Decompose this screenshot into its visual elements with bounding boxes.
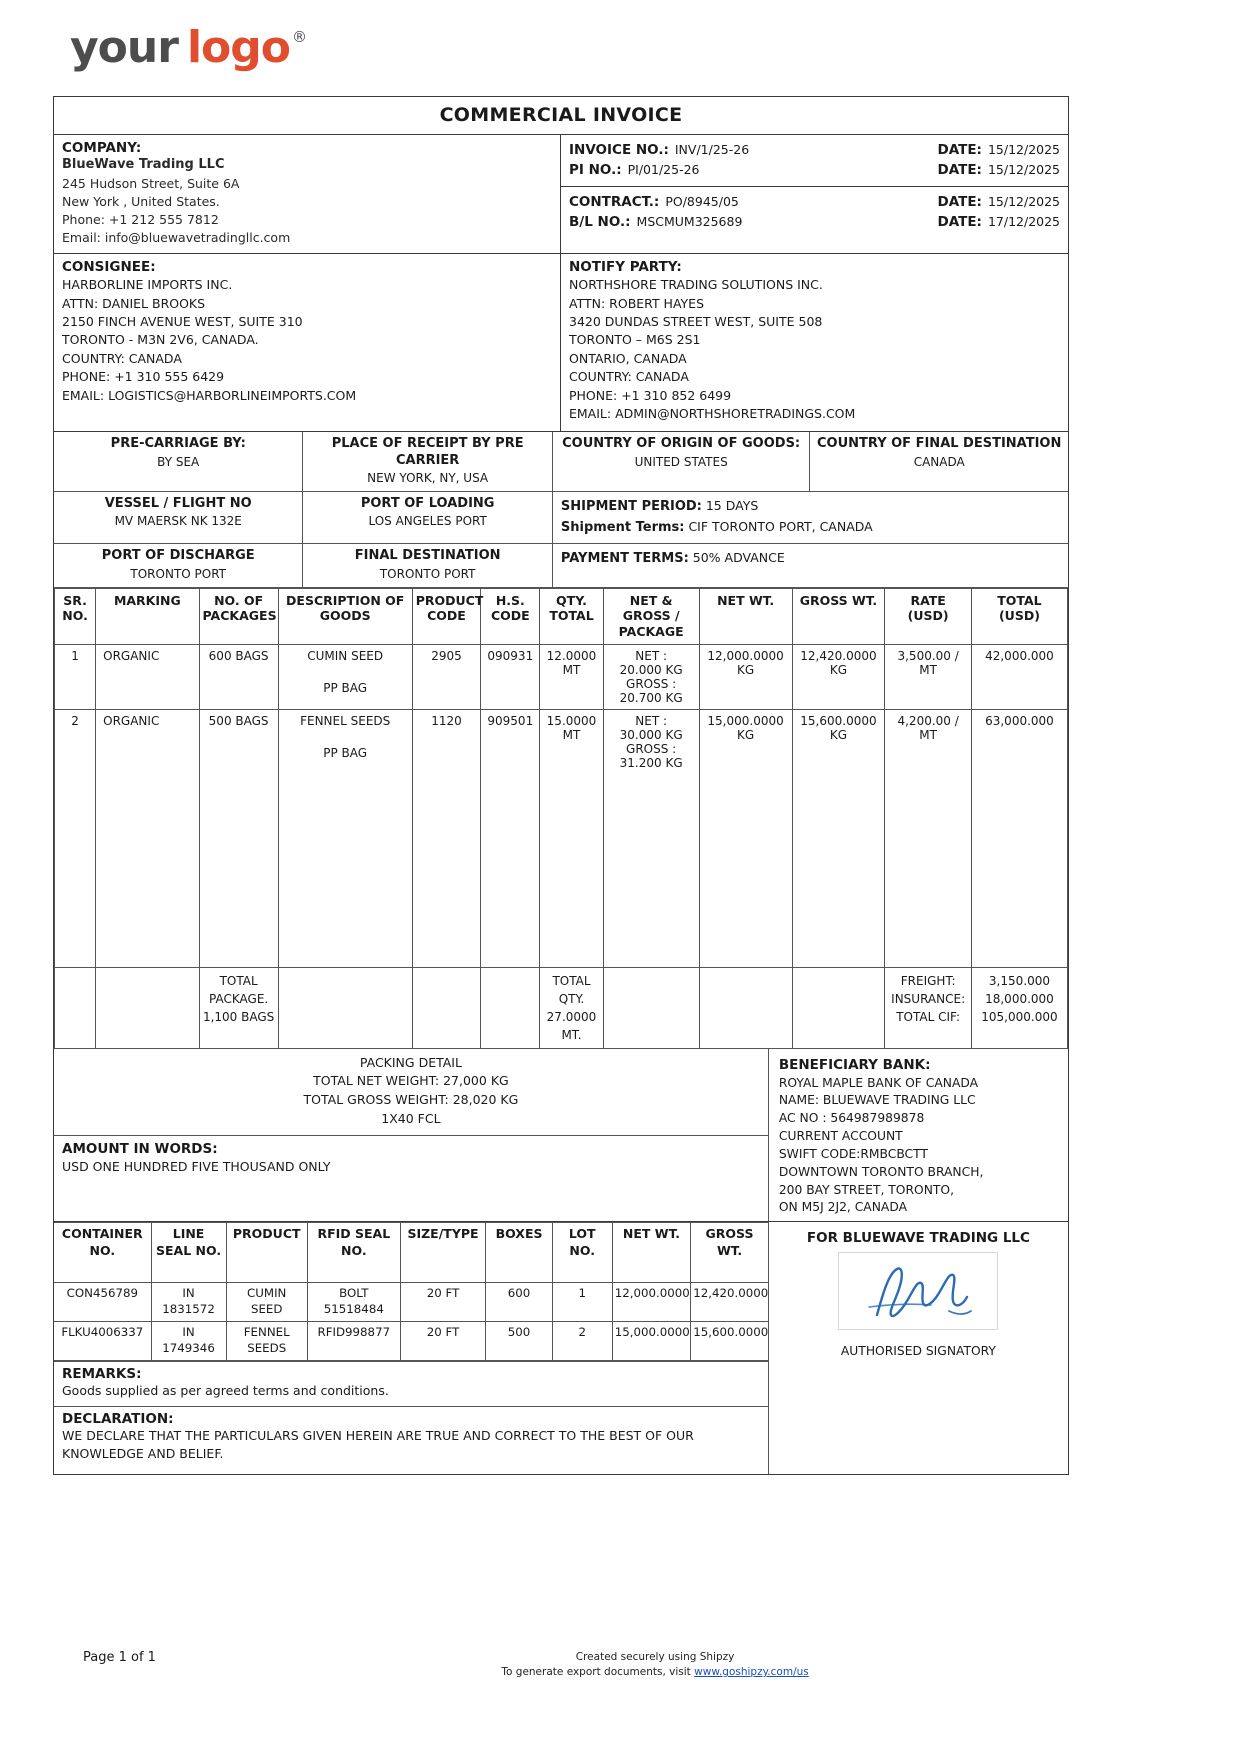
bank-line: ON M5J 2J2, CANADA [778, 1200, 907, 1215]
bank-line: CURRENT ACCOUNT [778, 1129, 903, 1144]
cell-net-gross [603, 644, 699, 709]
packing-gross-weight: TOTAL GROSS WEIGHT: 28,020 KG [303, 1092, 519, 1108]
goods-totals-row [55, 967, 1068, 1048]
cell-description-sub: PP BAG [323, 680, 368, 695]
cell-rate: 4,200.00 / MT [885, 709, 972, 967]
contract-row [569, 192, 1060, 212]
col-product: PRODUCT [226, 1223, 307, 1283]
cell-container-no: FLKU4006337 [54, 1322, 151, 1361]
cell-packages: 600 BAGS [199, 644, 278, 709]
col-product-code: PRODUCT CODE [412, 588, 481, 644]
cell-net-wt: 15,000.0000 KG [699, 709, 792, 967]
container-table [54, 1222, 768, 1361]
beneficiary-bank-block [769, 1049, 1068, 1222]
total-cif-value: 105,000.000 [981, 1009, 1058, 1024]
cell-description [278, 709, 412, 967]
signature-column [769, 1222, 1068, 1474]
contract-value: PO/8945/05 [665, 193, 739, 209]
cell-gross-wt: 12,420.0000 KG [792, 644, 885, 709]
bank-line: NAME: BLUEWAVE TRADING LLC [778, 1093, 976, 1108]
cell-line-seal [151, 1322, 226, 1361]
place-of-receipt-cell [303, 432, 552, 491]
footer-credit [428, 1650, 882, 1680]
pi-no-value: PI/01/25-26 [627, 162, 700, 178]
freight-value: 3,150.000 [988, 973, 1050, 988]
net-label: NET : [635, 713, 668, 728]
amount-in-words-block [54, 1136, 768, 1193]
invoice-document [53, 96, 1069, 1475]
col-gross-wt: GROSS WT. [792, 588, 885, 644]
col-total: TOTAL (USD) [971, 588, 1067, 644]
bank-line: DOWNTOWN TORONTO BRANCH, [778, 1164, 984, 1179]
consignee-line: PHONE: +1 310 555 6429 [62, 369, 225, 385]
line-seal-part-2: 1831572 [162, 1302, 215, 1317]
total-package-value: 1,100 BAGS [202, 1009, 275, 1024]
totals-empty-desc [278, 967, 412, 1048]
freight-label: FREIGHT: [900, 973, 956, 988]
footer-credit-prefix: To generate export documents, visit [501, 1666, 695, 1679]
cell-cont-net-wt: 12,000.0000 [612, 1283, 691, 1322]
company-label: COMPANY: [62, 140, 142, 156]
invoice-date-value: 15/12/2025 [987, 142, 1060, 157]
notify-party-block [561, 254, 1068, 431]
packing-detail-block [54, 1049, 768, 1136]
col-rfid-seal-no: RFID SEAL NO. [307, 1223, 400, 1283]
company-address-1: 245 Hudson Street, Suite 6A [62, 175, 240, 191]
cell-cont-gross-wt: 15,600.0000 [691, 1322, 768, 1361]
place-of-receipt-value: NEW YORK, NY, USA [367, 470, 489, 485]
contract-group [561, 187, 1068, 238]
rfid-part-2: 51518484 [323, 1302, 384, 1317]
product-part-1: FENNEL [243, 1325, 290, 1340]
notify-line: 3420 DUNDAS STREET WEST, SUITE 508 [569, 314, 823, 330]
col-container-no: CONTAINER NO. [54, 1223, 151, 1283]
cell-line-seal [151, 1283, 226, 1322]
final-destination-label: FINAL DESTINATION [354, 548, 501, 564]
col-hs-code: H.S. CODE [481, 588, 540, 644]
signature-mark-icon [839, 1253, 999, 1331]
registered-trademark-icon: ® [291, 28, 307, 46]
final-destination-cell [303, 544, 552, 586]
signature-image [838, 1252, 998, 1330]
total-package-label: TOTAL PACKAGE. [209, 973, 269, 1006]
invoice-numbers-group [561, 135, 1068, 187]
gross-value: 20.700 KG [619, 690, 683, 705]
cell-net-wt: 12,000.0000 KG [699, 644, 792, 709]
cell-qty: 12.0000 MT [540, 644, 603, 709]
notify-line: TORONTO – M6S 2S1 [569, 332, 701, 348]
line-seal-part-1: IN [182, 1325, 195, 1340]
shipment-period-value: 15 DAYS [705, 498, 759, 514]
total-package-cell [199, 967, 278, 1048]
col-rate: RATE (USD) [885, 588, 972, 644]
contract-date-label: DATE: [937, 193, 982, 210]
payment-terms-label: PAYMENT TERMS: [560, 551, 689, 567]
bank-line: ROYAL MAPLE BANK OF CANADA [778, 1075, 979, 1090]
totals-empty-pcode [412, 967, 481, 1048]
parties-block [54, 254, 1068, 432]
col-size-type: SIZE/TYPE [400, 1223, 486, 1283]
cell-total: 63,000.000 [971, 709, 1067, 967]
declaration-value: WE DECLARE THAT THE PARTICULARS GIVEN HEREIN ARE TRUE AND CORRECT TO THE BEST OF OUR KNOWLEDGE AND BELIEF. [62, 1427, 694, 1462]
cell-marking: ORGANIC [96, 709, 199, 967]
product-part-1: CUMIN [247, 1286, 287, 1301]
consignee-line: ATTN: DANIEL BROOKS [62, 295, 206, 311]
company-logo [70, 22, 307, 73]
cell-container-no: CON456789 [54, 1283, 151, 1322]
insurance-label: INSURANCE: [891, 991, 966, 1006]
port-loading-value: LOS ANGELES PORT [368, 514, 487, 529]
notify-line: ATTN: ROBERT HAYES [569, 295, 704, 311]
goods-table [54, 588, 1068, 1049]
col-cont-gross-wt: GROSS WT. [691, 1223, 768, 1283]
cell-size-type: 20 FT [400, 1322, 486, 1361]
amount-in-words-label: AMOUNT IN WORDS: [62, 1140, 218, 1157]
cell-product-code: 1120 [412, 709, 481, 967]
payment-terms-value: 50% ADVANCE [692, 550, 785, 566]
remarks-block [54, 1361, 768, 1406]
bank-line: SWIFT CODE:RMBCBCTT [778, 1146, 928, 1161]
page-title: COMMERCIAL INVOICE [54, 97, 1068, 135]
consignee-line: HARBORLINE IMPORTS INC. [62, 277, 233, 293]
carriage-row-1 [54, 432, 1068, 492]
authorised-signatory-caption: AUTHORISED SIGNATORY [840, 1344, 996, 1359]
pre-carriage-label: PRE-CARRIAGE BY: [110, 436, 246, 452]
invoice-date-label: DATE: [937, 142, 982, 158]
net-label: NET : [635, 648, 668, 663]
company-email: Email: info@bluewavetradingllc.com [62, 230, 291, 246]
port-loading-cell [303, 492, 552, 543]
vessel-value: MV MAERSK NK 132E [114, 514, 242, 529]
total-qty-value: 27.0000 MT. [546, 1009, 597, 1042]
port-discharge-cell [54, 544, 303, 586]
net-value: 20.000 KG [619, 662, 683, 677]
logo-text-primary: your [70, 22, 178, 73]
declaration-block [54, 1406, 768, 1475]
pi-date-value: 15/12/2025 [987, 162, 1060, 178]
consignee-label: CONSIGNEE: [62, 259, 156, 276]
cell-hs-code: 090931 [481, 644, 540, 709]
cell-lot-no: 1 [552, 1283, 612, 1322]
cell-product [226, 1283, 307, 1322]
port-loading-label: PORT OF LOADING [360, 496, 495, 512]
bank-line: 200 BAY STREET, TORONTO, [778, 1182, 954, 1197]
pi-date-label: DATE: [937, 162, 982, 179]
cell-product-code: 2905 [412, 644, 481, 709]
company-address-2: New York , United States. [62, 193, 220, 209]
place-of-receipt-label: PLACE OF RECEIPT BY PRE CARRIER [331, 436, 524, 468]
totals-empty-netwt [699, 967, 792, 1048]
col-packages: NO. OF PACKAGES [199, 588, 278, 644]
cell-sr-no: 2 [55, 709, 96, 967]
table-row [54, 1322, 768, 1361]
table-row [55, 644, 1068, 709]
cell-net-gross [603, 709, 699, 967]
notify-line: ONTARIO, CANADA [569, 350, 687, 366]
country-destination-value: CANADA [913, 454, 965, 469]
cell-boxes: 500 [486, 1322, 552, 1361]
cell-hs-code: 909501 [481, 709, 540, 967]
charges-labels-cell [885, 967, 972, 1048]
amount-in-words-value: USD ONE HUNDRED FIVE THOUSAND ONLY [62, 1158, 331, 1174]
vessel-label: VESSEL / FLIGHT NO [104, 496, 252, 512]
cell-cont-net-wt: 15,000.0000 [612, 1322, 691, 1361]
bank-line: AC NO : 564987989878 [778, 1111, 925, 1126]
product-part-2: SEEDS [247, 1341, 287, 1356]
carriage-row-3 [54, 544, 1068, 587]
packing-fcl: 1X40 FCL [381, 1110, 441, 1126]
table-row [54, 1283, 768, 1322]
col-net-gross-package: NET & GROSS / PACKAGE [603, 588, 699, 644]
col-net-wt: NET WT. [699, 588, 792, 644]
totals-empty-netgross [603, 967, 699, 1048]
logo-text-secondary: logo [186, 22, 290, 73]
bl-no-value: MSCMUM325689 [636, 213, 743, 229]
table-row [55, 709, 1068, 967]
consignee-line: 2150 FINCH AVENUE WEST, SUITE 310 [62, 314, 303, 330]
totals-empty-grosswt [792, 967, 885, 1048]
declaration-label: DECLARATION: [62, 1410, 174, 1427]
final-destination-value: TORONTO PORT [379, 566, 476, 581]
notify-line: PHONE: +1 310 852 6499 [569, 387, 732, 403]
rfid-part-1: RFID998877 [317, 1325, 391, 1340]
net-value: 30.000 KG [619, 727, 683, 742]
packing-left-column [54, 1049, 769, 1222]
shipment-period-cell [553, 492, 1068, 543]
footer-credit-line-1: Created securely using Shipzy [575, 1651, 735, 1663]
col-qty-total: QTY. TOTAL [540, 588, 603, 644]
totals-empty-sr [55, 967, 96, 1048]
consignee-block [54, 254, 561, 431]
col-sr-no: SR. NO. [55, 588, 96, 644]
invoice-meta-block [561, 135, 1068, 253]
shipment-terms-row [561, 517, 1064, 538]
footer-credit-line-2 [428, 1665, 882, 1680]
country-destination-label: COUNTRY OF FINAL DESTINATION [817, 436, 1062, 452]
page-number: Page 1 of 1 [83, 1650, 156, 1665]
country-origin-label: COUNTRY OF ORIGIN OF GOODS: [562, 436, 801, 452]
cell-rfid [307, 1322, 400, 1361]
packing-detail-title: PACKING DETAIL [359, 1054, 462, 1070]
cell-description-main: FENNEL SEEDS [300, 713, 391, 728]
cell-rate: 3,500.00 / MT [885, 644, 972, 709]
contract-label: CONTRACT.: [569, 193, 660, 210]
cell-marking: ORGANIC [96, 644, 199, 709]
pre-carriage-value: BY SEA [157, 454, 200, 469]
cell-lot-no: 2 [552, 1322, 612, 1361]
pre-carriage-cell [54, 432, 303, 491]
packing-and-bank-block [54, 1049, 1068, 1223]
col-boxes: BOXES [486, 1223, 552, 1283]
cell-packages: 500 BAGS [199, 709, 278, 967]
remarks-label: REMARKS: [62, 1365, 142, 1382]
port-discharge-label: PORT OF DISCHARGE [101, 548, 255, 564]
product-part-2: SEED [250, 1302, 283, 1317]
totals-empty-hs [481, 967, 540, 1048]
cell-rfid [307, 1283, 400, 1322]
gross-label: GROSS : [626, 676, 677, 691]
country-origin-value: UNITED STATES [634, 454, 728, 469]
payment-terms-row [561, 548, 1064, 569]
col-line-seal-no: LINE SEAL NO. [151, 1223, 226, 1283]
header-info-block [54, 135, 1068, 254]
pi-no-row [569, 160, 1060, 180]
country-destination-cell [810, 432, 1068, 491]
carriage-row-2 [54, 492, 1068, 544]
company-block [54, 135, 561, 253]
goods-table-header-row [55, 588, 1068, 644]
col-description: DESCRIPTION OF GOODS [278, 588, 412, 644]
cell-description-sub: PP BAG [323, 745, 368, 760]
line-seal-part-1: IN [182, 1286, 195, 1301]
pi-no-label: PI NO.: [569, 162, 622, 179]
notify-line: EMAIL: ADMIN@NORTHSHORETRADINGS.COM [569, 405, 856, 421]
cell-product [226, 1322, 307, 1361]
container-left-column [54, 1222, 769, 1474]
gross-value: 31.200 KG [619, 755, 683, 770]
shipment-period-row [561, 496, 1064, 517]
invoice-no-label: INVOICE NO.: [569, 142, 669, 158]
shipment-terms-label: Shipment Terms: [560, 520, 685, 536]
consignee-line: COUNTRY: CANADA [62, 350, 182, 366]
cell-size-type: 20 FT [400, 1283, 486, 1322]
cell-boxes: 600 [486, 1283, 552, 1322]
bl-date-label: DATE: [937, 213, 982, 230]
charges-values-cell [971, 967, 1067, 1048]
footer-link[interactable]: www.goshipzy.com/us [694, 1666, 809, 1679]
bl-no-row [569, 212, 1060, 232]
container-header-row [54, 1223, 768, 1283]
gross-label: GROSS : [626, 741, 677, 756]
cell-cont-gross-wt: 12,420.0000 [691, 1283, 768, 1322]
shipment-period-label: SHIPMENT PERIOD: [560, 499, 702, 515]
remarks-value: Goods supplied as per agreed terms and conditions. [62, 1382, 389, 1398]
notify-line: NORTHSHORE TRADING SOLUTIONS INC. [569, 277, 823, 293]
bl-no-label: B/L NO.: [569, 213, 631, 230]
container-and-signature-block [54, 1222, 1068, 1474]
insurance-value: 18,000.000 [985, 991, 1054, 1006]
col-lot-no: LOT NO. [552, 1223, 612, 1283]
notify-line: COUNTRY: CANADA [569, 369, 689, 385]
consignee-line: TORONTO - M3N 2V6, CANADA. [62, 332, 259, 348]
cell-description [278, 644, 412, 709]
rfid-part-1: BOLT [339, 1286, 369, 1301]
payment-terms-cell [553, 544, 1068, 586]
port-discharge-value: TORONTO PORT [130, 566, 227, 581]
page-footer [53, 1650, 1189, 1680]
col-marking: MARKING [96, 588, 199, 644]
cell-gross-wt: 15,600.0000 KG [792, 709, 885, 967]
consignee-line: EMAIL: LOGISTICS@HARBORLINEIMPORTS.COM [62, 387, 357, 403]
contract-date-value: 15/12/2025 [987, 193, 1060, 209]
notify-party-label: NOTIFY PARTY: [569, 259, 682, 276]
col-cont-net-wt: NET WT. [612, 1223, 691, 1283]
cell-description-main: CUMIN SEED [307, 648, 384, 663]
totals-empty-marking [96, 967, 199, 1048]
company-phone: Phone: +1 212 555 7812 [62, 212, 219, 228]
total-qty-label: TOTAL QTY. [552, 973, 591, 1006]
line-seal-part-2: 1749346 [162, 1341, 215, 1356]
cell-total: 42,000.000 [971, 644, 1067, 709]
country-origin-cell [553, 432, 811, 491]
signature-company-title: FOR BLUEWAVE TRADING LLC [806, 1230, 1030, 1247]
shipment-terms-value: CIF TORONTO PORT, CANADA [688, 519, 873, 535]
signature-block [769, 1222, 1068, 1474]
cell-qty: 15.0000 MT [540, 709, 603, 967]
total-cif-label: TOTAL CIF: [896, 1009, 961, 1024]
bl-date-value: 17/12/2025 [987, 213, 1060, 229]
invoice-no-value: INV/1/25-26 [674, 142, 750, 157]
total-qty-cell [540, 967, 603, 1048]
cell-sr-no: 1 [55, 644, 96, 709]
vessel-cell [54, 492, 303, 543]
packing-net-weight: TOTAL NET WEIGHT: 27,000 KG [313, 1073, 509, 1089]
company-name: BlueWave Trading LLC [62, 157, 225, 172]
beneficiary-bank-label: BENEFICIARY BANK: [778, 1056, 931, 1073]
invoice-no-row [569, 140, 1060, 160]
